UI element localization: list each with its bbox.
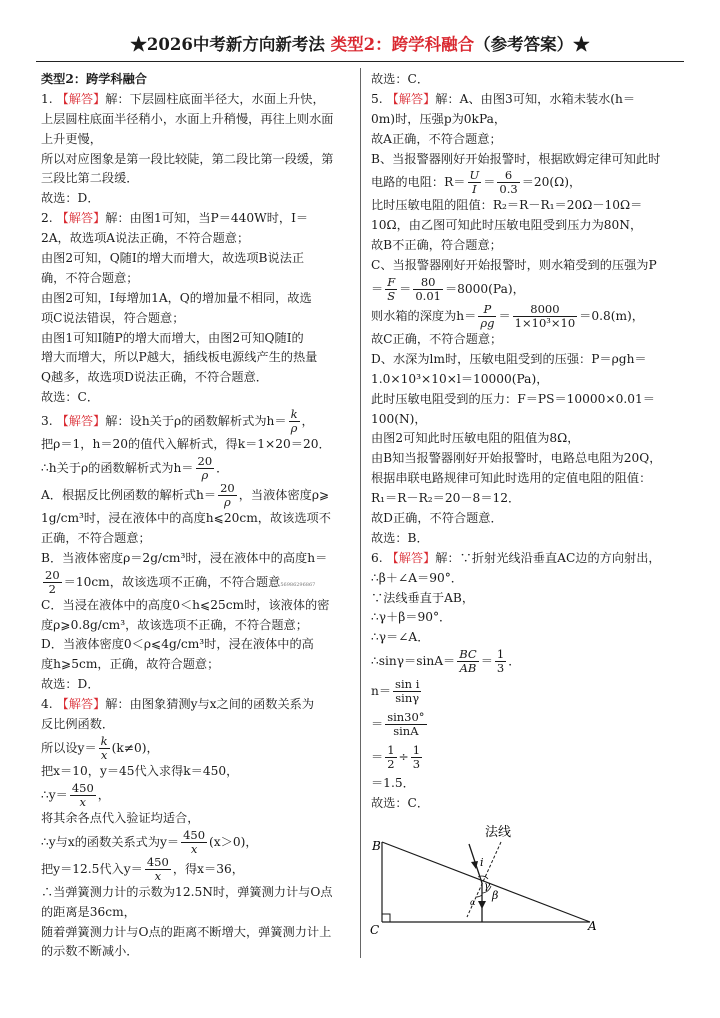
q6-line: ∴sinγ＝sinA＝ $\frac{BC}{AB}$ ＝ $\frac{1}{3}$ ． — [371, 647, 521, 676]
angle-i-label: i — [480, 856, 484, 869]
refraction-figure — [367, 822, 597, 937]
q3-line: 3. 【解答】解：设h关于ρ的函数解析式为h＝ $\frac{k}{\rho}$ ， — [41, 407, 314, 436]
q2-line: 由图1可知I随P的增大而增大，由图2可知Q随I的 — [41, 330, 304, 345]
fraction: $\frac{450}{x}$ — [146, 854, 169, 883]
right-column — [371, 70, 683, 814]
q3-line: ∴h关于ρ的函数解析式为h＝ $\frac{20}{\rho}$ ． — [41, 454, 229, 483]
q1-answer: 故选：D． — [41, 191, 100, 206]
q3-line: A．根据反比例函数的解析式h＝ $\frac{20}{\rho}$ ，当液体密度ρ⩾ — [41, 481, 330, 510]
fraction: $\frac{1}{2}$ — [387, 743, 395, 772]
q4-line: 的距离是36cm， — [41, 904, 136, 919]
watermark-text: 56986296867 — [280, 581, 316, 588]
q5-line: C、当报警器刚好开始报警时，则水箱受到的压强为P — [371, 258, 657, 273]
q4-line: 随着弹簧测力计与O点的距离不断增大，弹簧测力计上 — [41, 924, 332, 939]
q1-line: 三段比第二段缓． — [41, 171, 139, 186]
q6-answer: 故选：C． — [371, 796, 430, 811]
fraction: $\frac{U}{I}$ — [469, 168, 480, 197]
q3-line: C．当浸在液体中的高度0＜h⩽25cm时，该液体的密 — [41, 597, 330, 612]
q4-line: 所以设y＝ $\frac{k}{x}$ (k≠0)， — [41, 733, 159, 762]
answer-tag: 【解答】 — [386, 91, 436, 106]
q5-line: 则水箱的深度为h＝ $\frac{P}{\rho g}$ ＝ $\frac{8000}{\text{1×10³×10}}$ ＝0.8(m)， — [371, 302, 644, 331]
fraction: $\frac{80}{0.01}$ — [415, 275, 441, 304]
fraction: $\frac{F}{S}$ — [387, 275, 396, 304]
q3-line: $\frac{20}{2}$ ＝10cm，故该选项不正确，不符合题意56986296867 — [45, 567, 316, 596]
q6-line: ∴γ＝∠A． — [371, 630, 430, 645]
q1-line: 上升更慢， — [41, 131, 102, 146]
q6-line: 6. 【解答】解：∵折射光线沿垂直AC边的方向射出， — [371, 550, 661, 565]
q5-line: 故A正确，不符合题意； — [371, 131, 502, 146]
section-title: 类型2：跨学科融合 — [41, 72, 147, 86]
fraction: $\frac{BC}{AB}$ — [459, 647, 477, 676]
fraction: $\frac{k}{x}$ — [100, 733, 108, 762]
page-header — [0, 31, 720, 55]
fraction: $\frac{450}{x}$ — [183, 827, 206, 856]
column-divider — [360, 68, 361, 958]
header-prefix: ★2026中考新方向新考法 — [130, 35, 331, 54]
q3-line: B．当液体密度ρ＝2g/cm³时，浸在液体中的高度h＝ — [41, 550, 328, 565]
q6-line: ∴γ＋β＝90°． — [371, 610, 452, 625]
answer-tag: 【解答】 — [56, 211, 106, 226]
angle-beta-label: β — [492, 889, 499, 902]
fraction: $\frac{k}{\rho}$ — [290, 407, 298, 436]
q2-line: 增大而增大，所以P越大，插线板电源线产生的热量 — [41, 350, 318, 365]
q4-line: 4. 【解答】解：由图象猜测y与x之间的函数关系为 — [41, 697, 315, 712]
q4-line: 把y＝12.5代入y＝ $\frac{450}{x}$ ，得x＝36， — [41, 854, 244, 883]
q5-line: 根据串联电路规律可知此时选用的定值电阻的阻值： — [371, 471, 652, 486]
answer-tag: 【解答】 — [56, 91, 106, 106]
q1-line: 1. 【解答】解：下层圆柱底面半径大，水面上升快， — [41, 91, 325, 106]
q3-line: 正确，不符合题意； — [41, 530, 151, 545]
q5-line: 比时压敏电阻的阻值：R₂＝R－R₁＝20Ω－10Ω＝ — [371, 198, 643, 213]
fraction: $\frac{1}{3}$ — [496, 647, 505, 676]
q6-line: ∴β＋∠A＝90°． — [371, 570, 463, 585]
q5-line: ＝ $\frac{F}{S}$ ＝ $\frac{80}{0.01}$ ＝8000(Pa)， — [371, 275, 525, 304]
q5-line: R₁＝R－R₂＝20－8＝12． — [371, 491, 521, 506]
fraction: $\frac{1}{3}$ — [412, 743, 421, 772]
q4-line: ∴当弹簧测力计的示数为12.5N时，弹簧测力计与O点 — [41, 884, 333, 899]
q5-line: 故B不正确，符合题意； — [371, 238, 502, 253]
q1-line: 上层圆柱底面半径稍小，水面上升稍慢，再往上则水面 — [41, 111, 334, 126]
fraction: $\frac{\text{sin i}}{\sin\gamma}$ — [395, 677, 420, 706]
q4-line: ∴y＝ $\frac{450}{x}$ ， — [41, 780, 110, 809]
q1-line: 所以对应图象是第一段比较陡，第二段比第一段缓，第 — [41, 151, 334, 166]
q3-line: 把ρ＝1，h＝20的值代入解析式，得k＝1×20＝20． — [41, 437, 331, 452]
answer-tag: 【解答】 — [386, 550, 436, 565]
q5-line: 1.0×10³×10×l＝10000(Pa)， — [371, 371, 549, 386]
q4-line: 的示数不断减小． — [41, 944, 139, 959]
right-angle-mark — [382, 914, 390, 922]
angle-alpha-label: α — [470, 898, 476, 907]
fraction: $\frac{6}{0.3}$ — [499, 168, 518, 197]
q2-line: 由图2可知，I每增加1A，Q的增加量不相同，故选 — [41, 290, 312, 305]
q5-line: B、当报警器刚好开始报警时，根据欧姆定律可知此时 — [371, 151, 661, 166]
normal-label: 法线 — [485, 825, 512, 840]
q2-line: Q越多，故选项D说法正确，不符合题意． — [41, 370, 268, 385]
q5-line: 10Ω，由乙图可知此时压敏电阻受到压力为80N， — [371, 218, 643, 233]
q2-line: 由图2可知，Q随I的增大而增大，故选项B说法正 — [41, 251, 305, 266]
q2-line: 确，不符合题意； — [41, 270, 139, 285]
q5-line: 100(N)， — [371, 411, 427, 426]
fraction: $\frac{\sin 30^\circ}{\sin A}$ — [387, 710, 425, 739]
q4-answer: 故选：C． — [371, 72, 430, 86]
q5-answer: 故选：B． — [371, 530, 429, 545]
q6-line: ＝ $\frac{\sin 30^\circ}{\sin A}$ — [371, 710, 425, 739]
angle-arc — [476, 895, 482, 897]
q2-answer: 故选：C． — [41, 390, 100, 405]
q5-line: D、水深为lm时，压敏电阻受到的压强：P＝ρgh＝ — [371, 351, 647, 366]
answer-tag: 【解答】 — [56, 697, 106, 712]
answer-tag: 【解答】 — [56, 414, 106, 429]
q3-line: 度ρ⩾0.8g/cm³，故该选项不正确，不符合题意； — [41, 617, 308, 632]
q4-line: ∴y与x的函数关系式为y＝ $\frac{450}{x}$ (x＞0)， — [41, 827, 258, 856]
fraction: $\frac{20}{\rho}$ — [220, 481, 235, 510]
q5-line: 此时压敏电阻受到的压力：F＝PS＝10000×0.01＝ — [371, 391, 655, 406]
header-rule — [36, 61, 684, 62]
q5-line: 故C正确，不符合题意； — [371, 332, 503, 347]
q5-line: 故D正确，不符合题意． — [371, 511, 503, 526]
fraction: $\frac{20}{2}$ — [45, 567, 60, 596]
vertex-c-label: C — [370, 923, 380, 937]
angle-gamma-label: γ — [484, 881, 490, 892]
q4-line: 将其余各点代入验证均适合， — [41, 810, 200, 825]
left-column — [41, 70, 352, 962]
q3-line: 1g/cm³时，浸在液体中的高度h⩽20cm，故该选项不 — [41, 511, 331, 526]
fraction: $\frac{20}{\rho}$ — [197, 454, 213, 483]
q3-line: D．当液体密度0＜ρ⩽4g/cm³时，浸在液体中的高 — [41, 637, 314, 652]
q4-line: 反比例函数． — [41, 717, 115, 732]
q5-line: 0m)时，压强p为0kPa， — [371, 111, 507, 126]
q3-line: 度h⩾5cm，正确，故符合题意； — [41, 657, 220, 672]
fraction: $\frac{8000}{\text{1×10³×10}}$ — [514, 302, 576, 331]
fraction: $\frac{450}{x}$ — [71, 780, 94, 809]
q5-line: 电路的电阻：R＝ $\frac{U}{I}$ ＝ $\frac{6}{0.3}$ ＝20(Ω)， — [371, 168, 582, 197]
refracted-arrow-icon — [478, 901, 486, 909]
fraction: $\frac{P}{\rho g}$ — [480, 302, 495, 331]
q6-line: ∵法线垂直于AB， — [371, 590, 475, 605]
q5-line: 5. 【解答】解：A、由图3可知，水箱未装水(h＝ — [371, 91, 636, 106]
q6-line: ＝1.5． — [371, 776, 415, 791]
q6-line: ＝ $\frac{1}{2}$ ÷ $\frac{1}{3}$ — [371, 743, 421, 772]
q2-line: 2A，故选项A说法正确，不符合题意； — [41, 231, 250, 246]
vertex-a-label: A — [588, 919, 597, 933]
q3-answer: 故选：D． — [41, 677, 100, 692]
q6-line: n＝ $\frac{\text{sin i}}{\sin\gamma}$ — [371, 677, 420, 706]
header-highlight: 类型2：跨学科融合 — [330, 35, 475, 54]
q5-line: 由图2可知此时压敏电阻的阻值为8Ω， — [371, 431, 580, 446]
q5-line: 由B知当报警器刚好开始报警时，电路总电阻为20Q， — [371, 451, 662, 466]
q4-line: 把x＝10，y＝45代入求得k＝450， — [41, 763, 239, 778]
vertex-b-label: B — [372, 839, 381, 853]
q2-line: 项C说法错误，符合题意； — [41, 310, 185, 325]
q2-line: 2. 【解答】解：由图1可知，当P＝440W时，I＝ — [41, 211, 309, 226]
header-suffix: （参考答案）★ — [474, 35, 590, 54]
